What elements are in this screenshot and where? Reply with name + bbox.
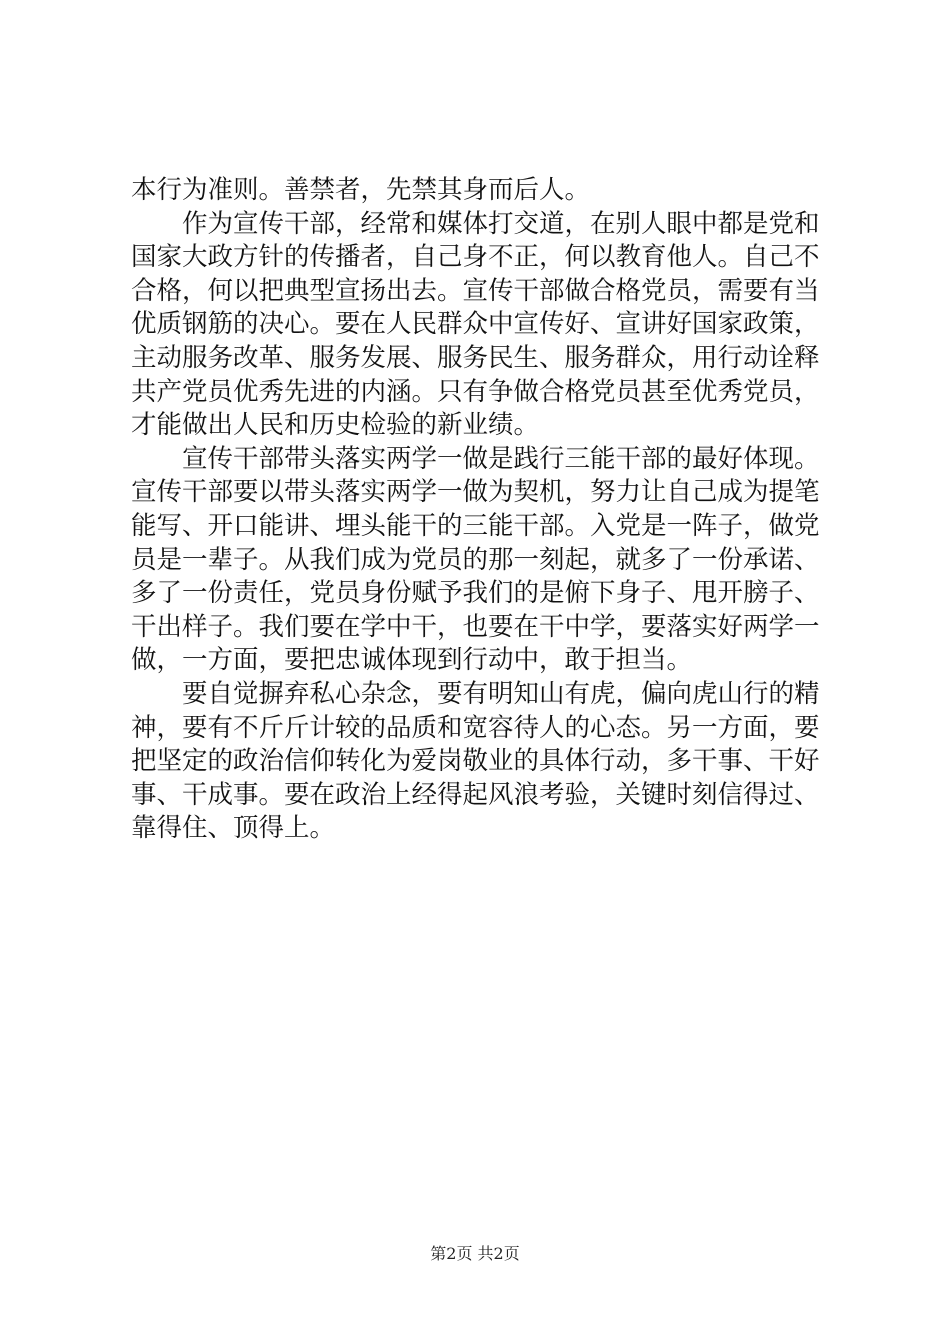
text-line: 员是一辈子。从我们成为党员的那一刻起，就多了一份承诺、 [131,544,820,575]
text-line: 能写、开口能讲、埋头能干的三能干部。入党是一阵子，做党 [131,510,820,541]
text-line: 本行为准则。善禁者，先禁其身而后人。 [131,175,591,205]
text-line: 宣传干部带头落实两学一做是践行三能干部的最好体现。 [182,443,820,474]
text-line: 主动服务改革、服务发展、服务民生、服务群众，用行动诠释 [131,342,820,373]
text-line: 多了一份责任，党员身份赋予我们的是俯下身子、甩开膀子、 [131,578,820,609]
text-line: 才能做出人民和历史检验的新业绩。 [131,410,540,441]
page-footer: 第2页 共2页 [430,1244,520,1263]
paragraph [131,443,831,678]
paragraph [131,208,831,443]
text-line: 宣传干部要以带头落实两学一做为契机，努力让自己成为提笔 [131,477,820,508]
paragraph [131,678,831,846]
text-line: 做，一方面，要把忠诚体现到行动中，敢于担当。 [131,645,693,676]
text-line: 干出样子。我们要在学中干，也要在干中学，要落实好两学一 [131,611,820,642]
text-line: 优质钢筋的决心。要在人民群众中宣传好、宣讲好国家政策， [131,309,820,340]
text-line: 国家大政方针的传播者，自己身不正，何以教育他人。自己不 [131,242,820,273]
text-line: 共产党员优秀先进的内涵。只有争做合格党员甚至优秀党员， [131,376,820,407]
paragraph [131,174,831,208]
text-line: 合格，何以把典型宣扬出去。宣传干部做合格党员，需要有当 [131,275,820,306]
text-line: 要自觉摒弃私心杂念，要有明知山有虎，偏向虎山行的精 [182,678,820,709]
text-line: 把坚定的政治信仰转化为爱岗敬业的具体行动，多干事、干好 [131,746,820,777]
document-body [131,174,831,846]
text-line: 神，要有不斤斤计较的品质和宽容待人的心态。另一方面，要 [131,712,820,743]
text-line: 事、干成事。要在政治上经得起风浪考验，关键时刻信得过、 [131,779,820,810]
text-line: 靠得住、顶得上。 [131,813,336,844]
text-line: 作为宣传干部，经常和媒体打交道，在别人眼中都是党和 [182,208,820,239]
